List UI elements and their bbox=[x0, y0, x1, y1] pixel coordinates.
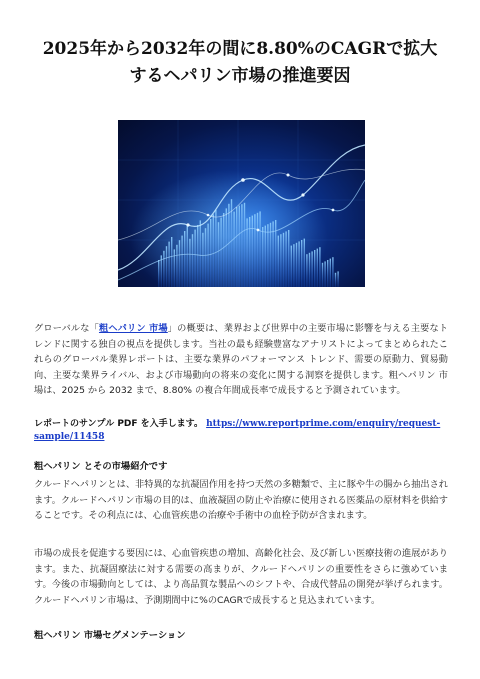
hero-decor-bar bbox=[317, 249, 318, 287]
hero-decor-bar bbox=[335, 273, 336, 287]
hero-decor-bar bbox=[239, 206, 240, 287]
market-link[interactable]: 粗ヘパリン 市場 bbox=[98, 323, 168, 334]
hero-decor-bar bbox=[192, 234, 193, 287]
hero-decor-bar bbox=[301, 240, 302, 287]
hero-decor-bar bbox=[176, 245, 177, 287]
hero-decor-bar bbox=[322, 263, 323, 287]
hero-decor-bar bbox=[280, 234, 281, 287]
hero-decor-bar bbox=[197, 225, 198, 287]
hero-image-financial-chart bbox=[118, 120, 365, 287]
sample-request bbox=[34, 418, 448, 444]
hero-decor-bar bbox=[231, 199, 232, 287]
hero-chart-graphic bbox=[118, 120, 365, 287]
hero-decor-bar bbox=[187, 226, 188, 287]
intro-paragraph bbox=[34, 321, 448, 399]
hero-decor-bar bbox=[233, 212, 234, 287]
hero-decor-bar bbox=[205, 228, 206, 287]
intro-body: 」の概要は、業界および世界中の主要市場に影響を与える主要なトレンドに関する独自の視点を提供します。当社の最も経験豊富なアナリストによってまとめられたこれらのグローバル業界レポートは、主要な業界のパフォーマンス トレンド、需要の原動力、貿易動向、主要な業界ライバル、および市場動向の将来の変化に関する洞察を提供します。粗ヘパリン 市場は、2025 から 2032 まで、8.80% の複合年間成長率で成長すると予測されています。 bbox=[34, 323, 449, 396]
hero-decor-bar bbox=[249, 217, 250, 287]
hero-decor-bar bbox=[293, 244, 294, 287]
hero-decor-bar bbox=[330, 259, 331, 287]
hero-decor-bar bbox=[337, 271, 338, 287]
hero-decor-bar bbox=[265, 226, 266, 287]
hero-decor-bar bbox=[179, 240, 180, 287]
growth-factors-paragraph: 市場の成長を促進する要因には、心血管疾患の増加、高齢化社会、及び新しい医療技術の進展があります。また、抗凝固療法に対する需要の高まりが、クルードヘパリンの重要性をさらに強めています。今後の市場動向としては、より高品質な製品へのシフトや、合成代替品の開発が挙げられます。クルードヘパリン市場は、予測期間中に%のCAGRで成長すると見込まれています。 bbox=[34, 548, 448, 606]
hero-decor-bar bbox=[291, 246, 292, 287]
hero-decor-bar bbox=[259, 211, 260, 287]
hero-decor-bar bbox=[304, 239, 305, 287]
hero-decor-bar bbox=[200, 220, 201, 287]
hero-decor-bar bbox=[283, 233, 284, 287]
page-title bbox=[30, 36, 450, 90]
definition-paragraph: クルードヘパリンとは、非特異的な抗凝固作用を持つ天然の多糖類で、主に豚や牛の腸から抽出されます。クルードヘパリン市場の目的は、血液凝固の防止や治療に使用される医薬品の原材料を供給することです。その利点には、心血管疾患の治療や手術中の血栓予防が含まれます。 bbox=[34, 479, 448, 521]
page-title-line-1: 2025年から2032年の間に8.80%のCAGRで拡大 bbox=[42, 39, 438, 59]
hero-decor-bar bbox=[241, 204, 242, 287]
hero-decor-bar bbox=[244, 203, 245, 287]
hero-decor-bar bbox=[158, 260, 159, 287]
hero-decor-bar bbox=[189, 239, 190, 287]
hero-decor-bar bbox=[215, 210, 216, 287]
hero-decor-bar bbox=[220, 218, 221, 287]
hero-decor-bar bbox=[332, 257, 333, 287]
hero-decor-bar bbox=[324, 261, 325, 287]
hero-decor-bar bbox=[213, 214, 214, 287]
hero-decor-bar bbox=[298, 241, 299, 287]
hero-decor-bar bbox=[210, 219, 211, 287]
hero-decor-bar bbox=[171, 237, 172, 287]
hero-decor-bar bbox=[327, 260, 328, 287]
sample-label: レポートのサンプル PDF を入手します。 bbox=[34, 419, 203, 429]
hero-decor-bar bbox=[174, 249, 175, 287]
hero-decor-bar bbox=[275, 220, 276, 287]
hero-decor-bar bbox=[163, 251, 164, 287]
hero-decor-bar bbox=[319, 247, 320, 287]
hero-decor-bar bbox=[194, 230, 195, 287]
hero-decor-bar bbox=[267, 224, 268, 287]
section-heading-segmentation: 粗ヘパリン 市場セグメンテーション bbox=[34, 630, 186, 641]
hero-decor-bar bbox=[166, 246, 167, 287]
hero-decor-bar bbox=[228, 204, 229, 287]
page-title-line-2: するヘパリン市場の推進要因 bbox=[129, 66, 351, 86]
hero-decor-bar bbox=[296, 243, 297, 287]
hero-decor-bar bbox=[262, 227, 263, 287]
hero-decor-bar bbox=[288, 230, 289, 287]
hero-decor-bar bbox=[254, 214, 255, 287]
hero-decor-bar bbox=[226, 208, 227, 287]
hero-decor-bar bbox=[218, 222, 219, 287]
hero-decor-bar bbox=[252, 216, 253, 287]
intro-prefix: グローバルな「 bbox=[34, 323, 99, 334]
hero-decor-bar bbox=[278, 236, 279, 287]
sample-link[interactable]: https://www.reportprime.com/enquiry/request-sample/11458 bbox=[34, 419, 441, 442]
hero-decor-bar bbox=[181, 236, 182, 287]
hero-decor-bar bbox=[168, 242, 169, 287]
hero-decor-bar bbox=[184, 231, 185, 287]
hero-decor-bar bbox=[223, 213, 224, 287]
hero-decor-bar bbox=[314, 250, 315, 287]
hero-decor-bar bbox=[309, 253, 310, 287]
section-heading-intro: 粗ヘパリン とその市場紹介です bbox=[34, 461, 168, 472]
hero-decor-bar bbox=[285, 231, 286, 287]
hero-decor-bar bbox=[202, 233, 203, 287]
hero-decor-bar bbox=[306, 254, 307, 287]
hero-decor-bar bbox=[311, 251, 312, 287]
hero-decor-bar bbox=[257, 213, 258, 287]
hero-decor-bar bbox=[236, 207, 237, 287]
